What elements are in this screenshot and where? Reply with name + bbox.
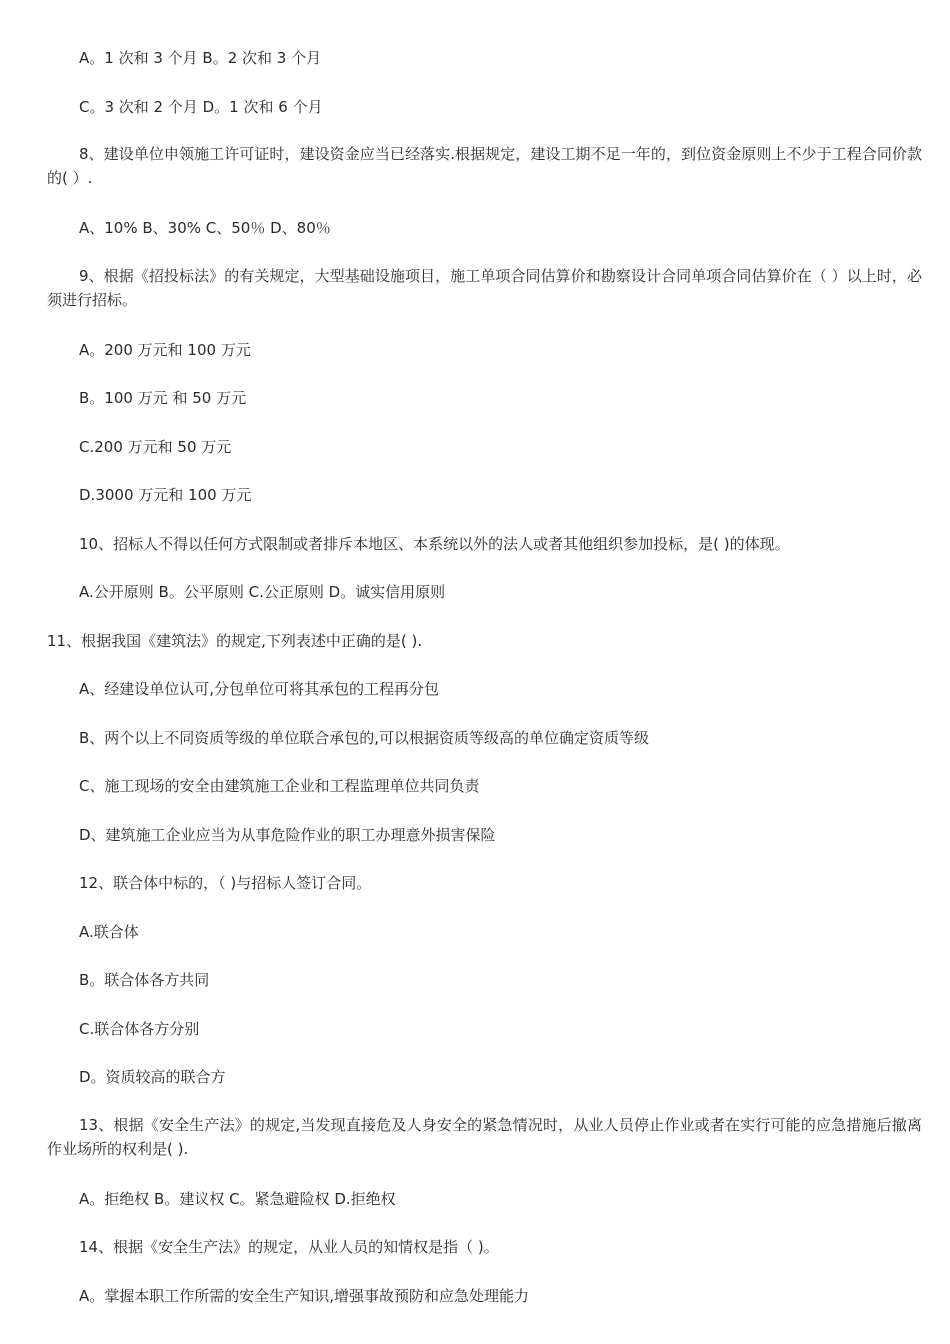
option-q12-b: B。联合体各方共同 [79, 971, 210, 989]
option-q14-a: A。掌握本职工作所需的安全生产知识,增强事故预防和应急处理能力 [79, 1287, 530, 1305]
option-q12-c: C.联合体各方分别 [79, 1020, 200, 1038]
option-q9-a: A。200 万元和 100 万元 [79, 341, 251, 359]
question-12: 12、联合体中标的，（ )与招标人签订合同。 [79, 874, 372, 892]
option-q11-c: C、施工现场的安全由建筑施工企业和工程监理单位共同负责 [79, 777, 480, 795]
option-line-q8: A、10% B、30% C、50％ D、80％ [79, 219, 331, 237]
option-q11-b: B、两个以上不同资质等级的单位联合承包的,可以根据资质等级高的单位确定资质等级 [79, 729, 650, 747]
option-q9-d: D.3000 万元和 100 万元 [79, 486, 252, 504]
option-q9-c: C.200 万元和 50 万元 [79, 438, 232, 456]
question-8: 8、建设单位申领施工许可证时，建设资金应当已经落实.根据规定，建设工期不足一年的，到位资金原则上不少于工程合同价款的( ）. [47, 145, 922, 187]
option-line-q13: A。拒绝权 B。建议权 C。紧急避险权 D.拒绝权 [79, 1190, 396, 1208]
question-11: 11、根据我国《建筑法》的规定,下列表述中正确的是( ). [47, 632, 423, 650]
option-q11-a: A、经建设单位认可,分包单位可将其承包的工程再分包 [79, 680, 440, 698]
option-q9-b: B。100 万元 和 50 万元 [79, 389, 247, 407]
option-line-q7-cd: C。3 次和 2 个月 D。1 次和 6 个月 [79, 98, 323, 116]
question-13: 13、根据《安全生产法》的规定,当发现直接危及人身安全的紧急情况时，从业人员停止作业或者在实行可能的应急措施后撤离作业场所的权利是( ). [47, 1116, 922, 1158]
question-14: 14、根据《安全生产法》的规定，从业人员的知情权是指（ )。 [79, 1238, 499, 1256]
option-line-q10: A.公开原则 B。公平原则 C.公正原则 D。诚实信用原则 [79, 583, 446, 601]
question-10: 10、招标人不得以任何方式限制或者排斥本地区、本系统以外的法人或者其他组织参加投标，是( )的体现。 [79, 535, 790, 553]
question-9: 9、根据《招投标法》的有关规定，大型基础设施项目，施工单项合同估算价和勘察设计合同单项合同估算价在（ ）以上时，必须进行招标。 [47, 267, 922, 309]
option-q12-a: A.联合体 [79, 923, 139, 941]
option-q11-d: D、建筑施工企业应当为从事危险作业的职工办理意外损害保险 [79, 826, 496, 844]
option-q12-d: D。资质较高的联合方 [79, 1068, 226, 1086]
option-line-q7-ab: A。1 次和 3 个月 B。2 次和 3 个月 [79, 49, 322, 67]
